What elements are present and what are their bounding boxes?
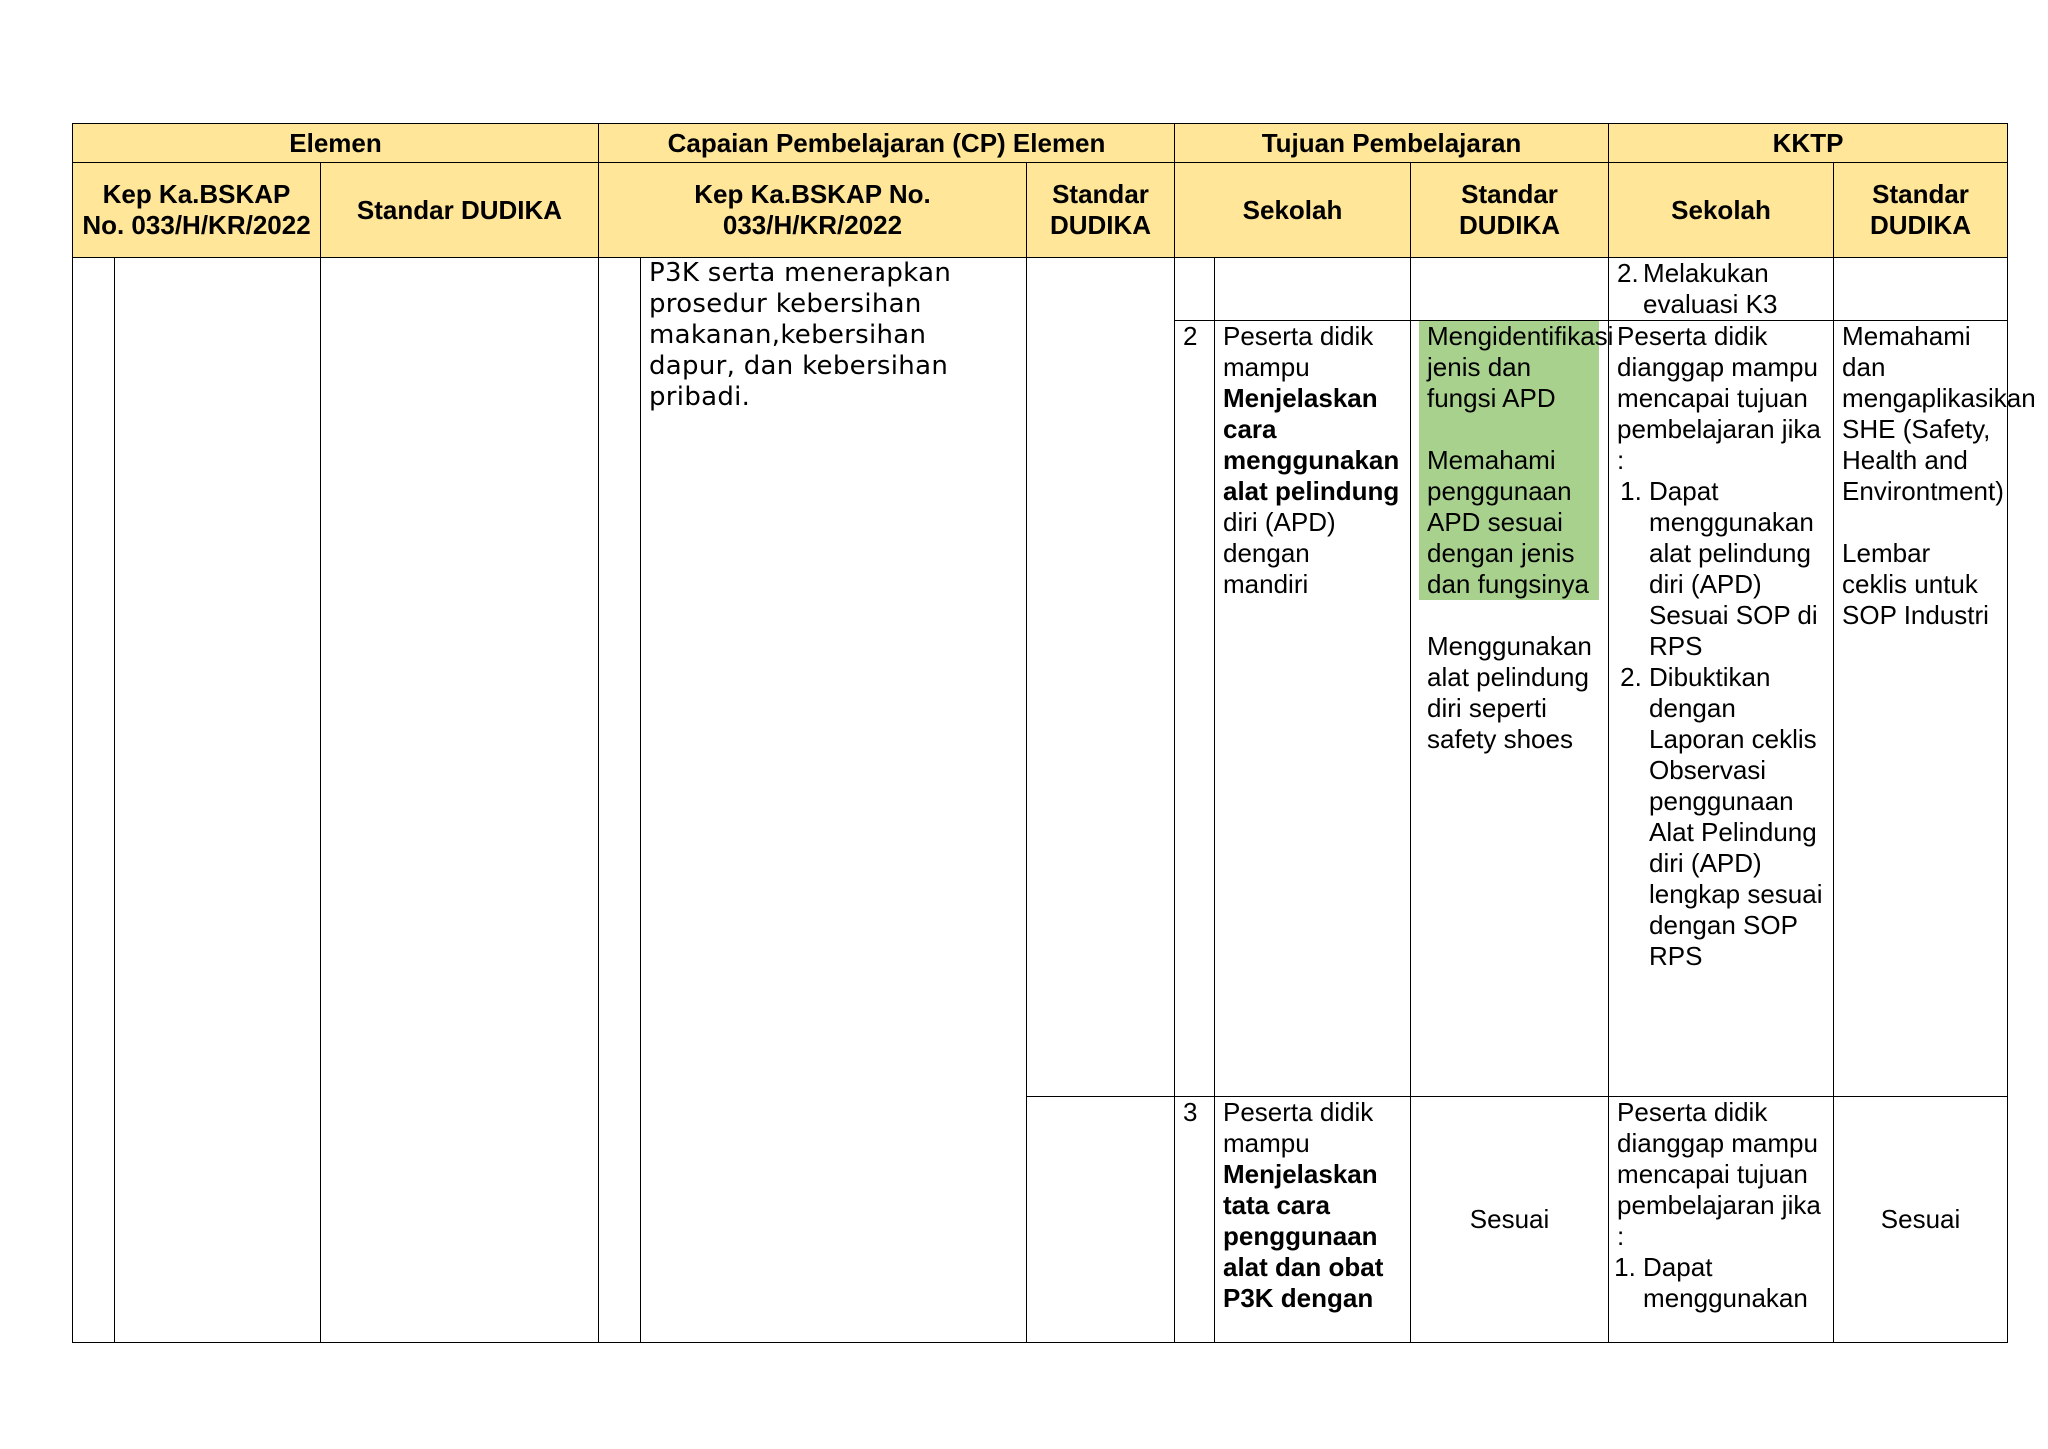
tp-dudika-cell: Sesuai	[1411, 1097, 1609, 1343]
tp-number: 2	[1175, 321, 1215, 1097]
kktp-sekolah-list	[1617, 476, 1825, 972]
list-item: 1. Dapat menggunakan	[1643, 1252, 1825, 1314]
header-standar-dudika-cp: Standar DUDIKA	[1027, 163, 1175, 258]
elemen-kep-cell	[115, 258, 321, 1343]
header-cp-elemen: Capaian Pembelajaran (CP) Elemen	[599, 124, 1175, 163]
kktp-sekolah-list	[1617, 1252, 1825, 1314]
header-tujuan-pembelajaran: Tujuan Pembelajaran	[1175, 124, 1609, 163]
list-number: 2.	[1617, 258, 1639, 288]
list-item: Melakukan evaluasi K3	[1643, 258, 1778, 319]
kktp-dudika-cell	[1834, 258, 2008, 321]
header-elemen: Elemen	[73, 124, 599, 163]
tp-sekolah-post: diri (APD) dengan mandiri	[1223, 507, 1336, 599]
header-standar-dudika-kktp: Standar DUDIKA	[1834, 163, 2008, 258]
tp-number-cell	[1175, 258, 1215, 321]
cp-number-cell	[599, 258, 641, 1343]
tp-dudika-highlight-1: Mengidentifikasi jenis dan fungsi APD	[1427, 321, 1614, 413]
elemen-dudika-cell	[321, 258, 599, 1343]
tp-sekolah-bold: Menjelaskan cara menggunakan alat pelindung	[1223, 383, 1400, 506]
tp-sekolah-cell	[1215, 258, 1411, 321]
tp-sekolah-bold: Menjelaskan tata cara penggunaan alat dan obat P3K dengan	[1223, 1159, 1384, 1313]
tp-sekolah-cell	[1215, 321, 1411, 1097]
tp-dudika-cell	[1411, 258, 1609, 321]
kktp-sekolah-cell	[1609, 321, 1834, 1097]
kktp-sekolah-cell	[1609, 258, 1834, 321]
kktp-dudika-text-1: Memahami dan mengaplikasikan SHE (Safety, Health and Environtment)	[1842, 321, 2036, 506]
header-kep-cp: Kep Ka.BSKAP No. 033/H/KR/2022	[599, 163, 1027, 258]
header-standar-dudika-elemen: Standar DUDIKA	[321, 163, 599, 258]
list-item: 2. Dibuktikan dengan Laporan ceklis Observasi penggunaan Alat Pelindung diri (APD) lengkap sesuai dengan SOP RPS	[1649, 662, 1825, 972]
header-kktp: KKTP	[1609, 124, 2008, 163]
cp-text: P3K serta menerapkan prosedur kebersihan makanan,kebersihan dapur, dan kebersihan pribadi.	[649, 258, 952, 412]
header-kep-elemen: Kep Ka.BSKAP No. 033/H/KR/2022	[73, 163, 321, 258]
cp-dudika-cell	[1027, 258, 1175, 1097]
header-row-1	[73, 124, 2008, 163]
tp-dudika-highlight-2: Memahami penggunaan APD sesuai dengan jenis dan fungsinya	[1427, 445, 1589, 599]
header-sekolah-kktp: Sekolah	[1609, 163, 1834, 258]
tp-sekolah-pre: Peserta didik mampu	[1223, 1097, 1374, 1158]
kktp-table	[72, 123, 2036, 1343]
kktp-sekolah-intro: Peserta didik dianggap mampu mencapai tujuan pembelajaran jika :	[1617, 1097, 1821, 1251]
header-sekolah-tp: Sekolah	[1175, 163, 1411, 258]
kktp-dudika-cell: Sesuai	[1834, 1097, 2008, 1343]
kktp-dudika-text-2: Lembar ceklis untuk SOP Industri	[1842, 538, 1989, 630]
tp-sekolah-pre: Peserta didik mampu	[1223, 321, 1374, 382]
table-row	[73, 258, 2008, 321]
kktp-sekolah-intro: Peserta didik dianggap mampu mencapai tujuan pembelajaran jika :	[1617, 321, 1821, 475]
elemen-number-cell	[73, 258, 115, 1343]
kktp-dudika-cell	[1834, 321, 2036, 1097]
tp-dudika-text-3: Menggunakan alat pelindung diri seperti safety shoes	[1427, 631, 1592, 754]
kktp-sekolah-cell	[1609, 1097, 1834, 1343]
list-item: 1. Dapat menggunakan alat pelindung diri (APD) Sesuai SOP di RPS	[1649, 476, 1825, 662]
cp-dudika-cell	[1027, 1097, 1175, 1343]
tp-sekolah-cell	[1215, 1097, 1411, 1343]
header-standar-dudika-tp: Standar DUDIKA	[1411, 163, 1609, 258]
cp-kep-cell	[641, 258, 1027, 1343]
header-row-2	[73, 163, 2008, 258]
tp-dudika-cell	[1411, 321, 1614, 1097]
tp-number: 3	[1175, 1097, 1215, 1343]
